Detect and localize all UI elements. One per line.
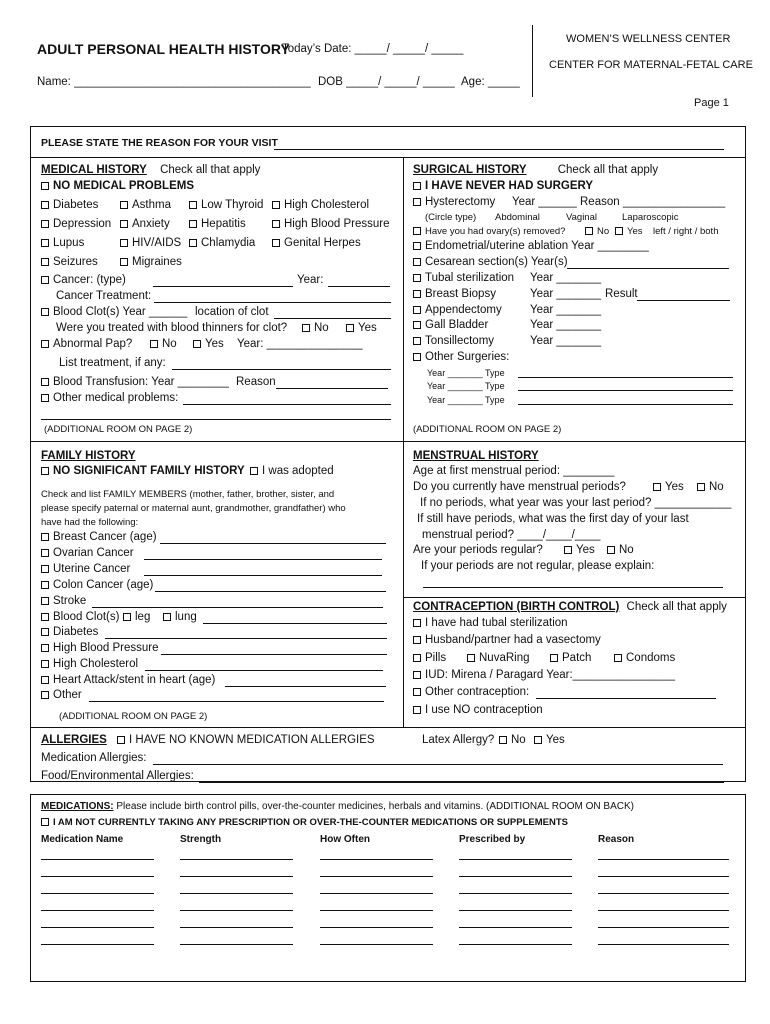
never-surgery-checkbox[interactable]: I HAVE NEVER HAD SURGERY (413, 180, 593, 192)
patch-checkbox[interactable]: Patch (550, 652, 591, 664)
family-clot-lung-checkbox[interactable]: lung (163, 611, 197, 623)
latex-no-checkbox[interactable]: No (499, 734, 526, 746)
family-high-cholesterol-input[interactable] (145, 670, 383, 671)
family-instruction-2: please specify paternal or maternal aunt, grandmother, grandfather) who (41, 503, 346, 514)
family-colon-cancer-input[interactable] (155, 591, 386, 592)
transfusion-reason-input[interactable] (276, 388, 388, 389)
seizures-checkbox[interactable]: Seizures (41, 256, 98, 268)
list-treatment-label: List treatment, if any: (59, 357, 166, 369)
how-often-input[interactable] (320, 876, 433, 877)
family-additional-note: (ADDITIONAL ROOM ON PAGE 2) (59, 711, 208, 722)
contraception-title: CONTRACEPTION (BIRTH CONTROL) (413, 601, 620, 613)
how-often-input[interactable] (320, 893, 433, 894)
gallbladder-checkbox[interactable]: Gall Bladder (413, 319, 488, 331)
reason-input[interactable] (598, 859, 729, 860)
latex-allergy-question: Latex Allergy? (422, 734, 495, 746)
first-period-age-field[interactable]: Age at first menstrual period: ________ (413, 465, 615, 477)
how-often-input[interactable] (320, 944, 433, 945)
food-allergies-label: Food/Environmental Allergies: (41, 770, 194, 782)
transfusion-checkbox[interactable]: Blood Transfusion: Year ________ (41, 376, 229, 388)
family-breast-cancer-checkbox[interactable]: Breast Cancer (age) (41, 531, 157, 543)
pap-yes-checkbox[interactable]: Yes (193, 338, 224, 350)
strength-input[interactable] (180, 876, 293, 877)
current-periods-no-checkbox[interactable]: No (697, 481, 724, 493)
surgical-instruction: Check all that apply (557, 164, 659, 176)
center-name-2: CENTER FOR MATERNAL-FETAL CARE (549, 59, 753, 71)
strength-input[interactable] (180, 910, 293, 911)
asthma-checkbox[interactable]: Asthma (120, 199, 171, 211)
medical-header (41, 164, 260, 176)
other-surgery-type-input[interactable] (518, 377, 733, 378)
vaginal-option[interactable]: Vaginal (566, 212, 597, 223)
surgical-title: SURGICAL HISTORY (413, 164, 527, 176)
depression-checkbox[interactable]: Depression (41, 218, 111, 230)
regular-yes-checkbox[interactable]: Yes (564, 544, 595, 556)
prescribed-by-input[interactable] (459, 944, 572, 945)
hysterectomy-checkbox[interactable]: Hysterectomy (413, 196, 495, 208)
name-field[interactable]: Name: _____________________________________ (37, 76, 311, 88)
abnormal-pap-checkbox[interactable]: Abnormal Pap? (41, 338, 132, 350)
page-number: Page 1 (694, 97, 729, 109)
current-periods-question: Do you currently have menstrual periods? (413, 481, 626, 493)
medications-title: MEDICATIONS: (41, 801, 114, 812)
blood-clot-checkbox[interactable]: Blood Clot(s) Year ______ (41, 306, 187, 318)
how-often-input[interactable] (320, 910, 433, 911)
hysterectomy-year-reason[interactable]: Year ______ Reason ________________ (512, 196, 726, 208)
other-surgery-row[interactable]: Year _______ Type (427, 381, 505, 391)
strength-input[interactable] (180, 859, 293, 860)
no-contraception-checkbox[interactable]: I use NO contraception (413, 704, 543, 716)
gallbladder-year-field[interactable]: Year _______ (530, 319, 602, 331)
family-breast-cancer-input[interactable] (160, 543, 386, 544)
reason-input[interactable] (598, 876, 729, 877)
contraception-instruction: Check all that apply (626, 601, 727, 613)
dob-field[interactable]: DOB _____/ _____/ _____ (318, 76, 455, 88)
family-uterine-cancer-input[interactable] (144, 575, 382, 576)
reason-input[interactable] (598, 893, 729, 894)
irregular-explain-input[interactable] (423, 587, 723, 588)
cesarean-years-input[interactable] (567, 268, 729, 269)
family-stroke-input[interactable] (92, 607, 383, 608)
low-thyroid-checkbox[interactable]: Low Thyroid (189, 199, 263, 211)
prescribed-by-input[interactable] (459, 859, 572, 860)
other-surgeries-checkbox[interactable]: Other Surgeries: (413, 351, 509, 363)
chlamydia-checkbox[interactable]: Chlamydia (189, 237, 255, 249)
medication-name-input[interactable] (41, 859, 154, 860)
thinners-question: Were you treated with blood thinners for clot? (56, 322, 288, 334)
pap-year-field[interactable]: Year: _______________ (237, 338, 363, 350)
col-reason: Reason (598, 834, 635, 845)
hepatitis-checkbox[interactable]: Hepatitis (189, 218, 246, 230)
medical-instruction: Check all that apply (160, 164, 261, 176)
family-heart-attack-input[interactable] (225, 686, 386, 687)
other-medical-input[interactable] (183, 404, 391, 405)
ovaries-question: Have you had ovary(s) removed? (413, 226, 565, 237)
other-surgery-type-input[interactable] (518, 390, 733, 391)
no-medical-problems-checkbox[interactable]: NO MEDICAL PROBLEMS (41, 180, 194, 192)
hiv-aids-checkbox[interactable]: HIV/AIDS (120, 237, 181, 249)
form-title: ADULT PERSONAL HEALTH HISTORY (37, 41, 290, 57)
irregular-explain-label: If your periods are not regular, please explain: (421, 560, 655, 572)
thinners-no-checkbox[interactable]: No (302, 322, 329, 334)
laparoscopic-option[interactable]: Laparoscopic (622, 212, 679, 223)
cancer-treatment-input[interactable] (154, 302, 391, 303)
high-cholesterol-checkbox[interactable]: High Cholesterol (272, 199, 369, 211)
ovaries-yes-checkbox[interactable]: Yes (615, 226, 643, 237)
prescribed-by-input[interactable] (459, 910, 572, 911)
family-other-input[interactable] (89, 701, 384, 702)
family-high-blood-pressure-checkbox[interactable]: High Blood Pressure (41, 642, 158, 654)
pills-checkbox[interactable]: Pills (413, 652, 446, 664)
header-divider (532, 25, 533, 97)
anxiety-checkbox[interactable]: Anxiety (120, 218, 170, 230)
medication-name-input[interactable] (41, 876, 154, 877)
other-contraception-checkbox[interactable]: Other contraception: (413, 686, 529, 698)
vasectomy-checkbox[interactable]: Husband/partner had a vasectomy (413, 634, 601, 646)
tubal-sterilization-checkbox[interactable]: Tubal sterilization (413, 272, 514, 284)
thinners-yes-checkbox[interactable]: Yes (346, 322, 377, 334)
family-colon-cancer-checkbox[interactable]: Colon Cancer (age) (41, 579, 153, 591)
circle-type-label: (Circle type) (425, 212, 477, 223)
last-period-date-field[interactable]: menstrual period? ____/____/____ (422, 529, 601, 541)
age-field[interactable]: Age: _____ (461, 76, 520, 88)
contraception-header (413, 601, 727, 613)
cesarean-checkbox[interactable]: Cesarean section(s) Year(s) (413, 256, 568, 268)
breast-biopsy-checkbox[interactable]: Breast Biopsy (413, 288, 496, 300)
biopsy-result-label: Result (605, 288, 638, 300)
other-medical-checkbox[interactable]: Other medical problems: (41, 392, 178, 404)
divider (403, 597, 746, 598)
cancer-treatment-label: Cancer Treatment: (56, 290, 152, 302)
col-strength: Strength (180, 834, 222, 845)
family-ovarian-cancer-checkbox[interactable]: Ovarian Cancer (41, 547, 134, 559)
reason-input[interactable] (274, 149, 724, 150)
reason-input[interactable] (598, 944, 729, 945)
allergies-title: ALLERGIES (41, 734, 107, 746)
column-divider (403, 441, 404, 727)
column-divider (403, 157, 404, 442)
cancer-year-label: Year: (297, 274, 324, 286)
family-ovarian-cancer-input[interactable] (144, 559, 382, 560)
how-often-input[interactable] (320, 927, 433, 928)
family-other-checkbox[interactable]: Other (41, 689, 82, 701)
clot-location-label: location of clot (195, 306, 269, 318)
treatment-input[interactable] (172, 369, 391, 370)
medical-title: MEDICAL HISTORY (41, 164, 147, 176)
condoms-checkbox[interactable]: Condoms (614, 652, 675, 664)
other-surgery-row[interactable]: Year _______ Type (427, 395, 505, 405)
divider (30, 441, 746, 442)
family-heart-attack-checkbox[interactable]: Heart Attack/stent in heart (age) (41, 674, 215, 686)
medical-additional-note: (ADDITIONAL ROOM ON PAGE 2) (44, 424, 193, 435)
center-name-1: WOMEN’S WELLNESS CENTER (566, 33, 731, 45)
latex-yes-checkbox[interactable]: Yes (534, 734, 565, 746)
clot-location-input[interactable] (274, 318, 391, 319)
food-allergies-input[interactable] (199, 782, 724, 783)
ovaries-side-options[interactable]: left / right / both (653, 226, 719, 237)
tonsillectomy-checkbox[interactable]: Tonsillectomy (413, 335, 494, 347)
reason-input[interactable] (598, 910, 729, 911)
pap-no-checkbox[interactable]: No (150, 338, 177, 350)
family-diabetes-input[interactable] (105, 638, 387, 639)
genital-herpes-checkbox[interactable]: Genital Herpes (272, 237, 361, 249)
ablation-checkbox[interactable]: Endometrial/uterine ablation Year ________ (413, 240, 649, 252)
other-medical-input-2[interactable] (41, 419, 391, 420)
family-instruction-1: Check and list FAMILY MEMBERS (mother, father, brother, sister, and (41, 489, 335, 500)
current-periods-yes-checkbox[interactable]: Yes (653, 481, 684, 493)
no-medication-allergies-checkbox[interactable]: I HAVE NO KNOWN MEDICATION ALLERGIES (117, 734, 375, 746)
cancer-checkbox[interactable]: Cancer: (type) (41, 274, 126, 286)
biopsy-year-field[interactable]: Year _______ (530, 288, 602, 300)
reason-label: PLEASE STATE THE REASON FOR YOUR VISIT (41, 137, 278, 149)
biopsy-result-input[interactable] (637, 300, 730, 301)
surgical-header (413, 164, 658, 176)
no-family-history-checkbox[interactable]: NO SIGNIFICANT FAMILY HISTORY (41, 465, 245, 477)
strength-input[interactable] (180, 927, 293, 928)
diabetes-checkbox[interactable]: Diabetes (41, 199, 98, 211)
nuvaring-checkbox[interactable]: NuvaRing (467, 652, 530, 664)
cancer-year-input[interactable] (328, 286, 390, 287)
tubal-sterilization-contraception-checkbox[interactable]: I have had tubal sterilization (413, 617, 568, 629)
reason-input[interactable] (598, 927, 729, 928)
tonsillectomy-year-field[interactable]: Year _______ (530, 335, 602, 347)
menstrual-title: MENSTRUAL HISTORY (413, 450, 539, 462)
strength-input[interactable] (180, 893, 293, 894)
prescribed-by-input[interactable] (459, 893, 572, 894)
divider (30, 157, 746, 158)
regular-periods-question: Are your periods regular? (413, 544, 543, 556)
high-blood-pressure-checkbox[interactable]: High Blood Pressure (272, 218, 389, 230)
lupus-checkbox[interactable]: Lupus (41, 237, 84, 249)
adopted-checkbox[interactable]: I was adopted (250, 465, 334, 477)
appendectomy-year-field[interactable]: Year _______ (530, 304, 602, 316)
transfusion-reason-label: Reason (236, 376, 276, 388)
medication-name-input[interactable] (41, 927, 154, 928)
medications-note: Please include birth control pills, over-the-counter medicines, herbals and vitamins. (ADDITIONAL ROOM ON BACK) (116, 801, 634, 812)
family-blood-clot-checkbox[interactable]: Blood Clot(s) (41, 611, 119, 623)
how-often-input[interactable] (320, 859, 433, 860)
prescribed-by-input[interactable] (459, 876, 572, 877)
medication-name-input[interactable] (41, 893, 154, 894)
col-medication-name: Medication Name (41, 834, 124, 845)
regular-no-checkbox[interactable]: No (607, 544, 634, 556)
family-high-blood-pressure-input[interactable] (161, 654, 387, 655)
appendectomy-checkbox[interactable]: Appendectomy (413, 304, 502, 316)
family-diabetes-checkbox[interactable]: Diabetes (41, 626, 98, 638)
family-blood-clot-input[interactable] (203, 623, 387, 624)
surgical-additional-note: (ADDITIONAL ROOM ON PAGE 2) (413, 424, 562, 435)
other-contraception-input[interactable] (536, 698, 716, 699)
other-surgery-type-input[interactable] (518, 404, 733, 405)
prescribed-by-input[interactable] (459, 927, 572, 928)
no-medications-checkbox[interactable]: I AM NOT CURRENTLY TAKING ANY PRESCRIPTION OR OVER-THE-COUNTER MEDICATIONS OR SUPPLEMENTS (41, 817, 568, 828)
first-day-question: If still have periods, what was the first day of your last (417, 513, 689, 525)
family-title: FAMILY HISTORY (41, 450, 136, 462)
medication-allergies-label: Medication Allergies: (41, 752, 147, 764)
family-instruction-3: have had the following: (41, 517, 139, 528)
divider (30, 727, 746, 728)
cancer-type-input[interactable] (153, 286, 293, 287)
family-uterine-cancer-checkbox[interactable]: Uterine Cancer (41, 563, 130, 575)
ovaries-no-checkbox[interactable]: No (585, 226, 609, 237)
medication-name-input[interactable] (41, 944, 154, 945)
strength-input[interactable] (180, 944, 293, 945)
medication-allergies-input[interactable] (153, 764, 723, 765)
migraines-checkbox[interactable]: Migraines (120, 256, 182, 268)
medications-header (41, 801, 634, 812)
family-high-cholesterol-checkbox[interactable]: High Cholesterol (41, 658, 138, 670)
medication-name-input[interactable] (41, 910, 154, 911)
other-surgery-row[interactable]: Year _______ Type (427, 368, 505, 378)
iud-checkbox[interactable]: IUD: Mirena / Paragard Year:________________ (413, 669, 675, 681)
tubal-year-field[interactable]: Year _______ (530, 272, 602, 284)
col-prescribed-by: Prescribed by (459, 834, 526, 845)
todays-date-field[interactable]: Today’s Date: _____/ _____/ _____ (282, 43, 464, 55)
family-clot-leg-checkbox[interactable]: leg (123, 611, 150, 623)
family-stroke-checkbox[interactable]: Stroke (41, 595, 86, 607)
col-how-often: How Often (320, 834, 370, 845)
abdominal-option[interactable]: Abdominal (495, 212, 540, 223)
last-period-year-field[interactable]: If no periods, what year was your last period? ____________ (420, 497, 732, 509)
